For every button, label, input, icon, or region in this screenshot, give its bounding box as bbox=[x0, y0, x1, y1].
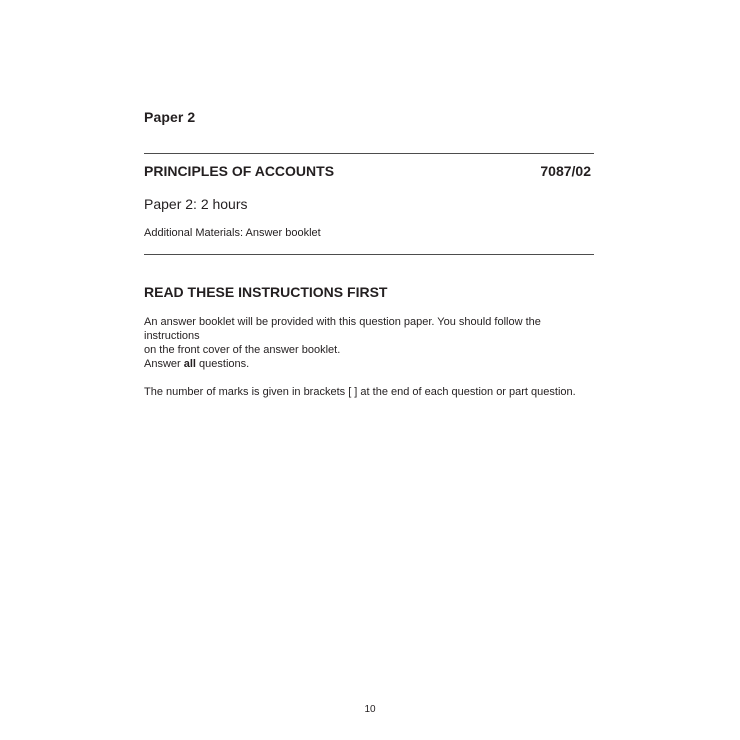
bottom-divider bbox=[144, 254, 594, 255]
paper-duration: Paper 2: 2 hours bbox=[144, 196, 248, 212]
additional-materials: Additional Materials: Answer booklet bbox=[144, 227, 321, 239]
instruction-answer-booklet bbox=[144, 315, 594, 357]
instruction-text: questions. bbox=[195, 358, 250, 370]
instruction-emphasis: all bbox=[183, 358, 196, 370]
instruction-text: Answer bbox=[144, 358, 184, 370]
instructions-heading: READ THESE INSTRUCTIONS FIRST bbox=[144, 284, 388, 300]
page-number: 10 bbox=[364, 704, 376, 715]
subject-code: 7087/02 bbox=[540, 163, 591, 179]
instruction-marks: The number of marks is given in brackets [ ] at the end of each question or part question. bbox=[144, 386, 576, 398]
paper-label: Paper 2 bbox=[144, 109, 196, 125]
instruction-answer-all bbox=[144, 357, 594, 371]
instruction-line: An answer booklet will be provided with this question paper. You should follow the instructions bbox=[144, 316, 541, 342]
top-divider bbox=[144, 153, 594, 154]
subject-title: PRINCIPLES OF ACCOUNTS bbox=[144, 163, 335, 179]
instruction-line: on the front cover of the answer booklet. bbox=[144, 344, 341, 356]
subject-row bbox=[144, 163, 591, 179]
